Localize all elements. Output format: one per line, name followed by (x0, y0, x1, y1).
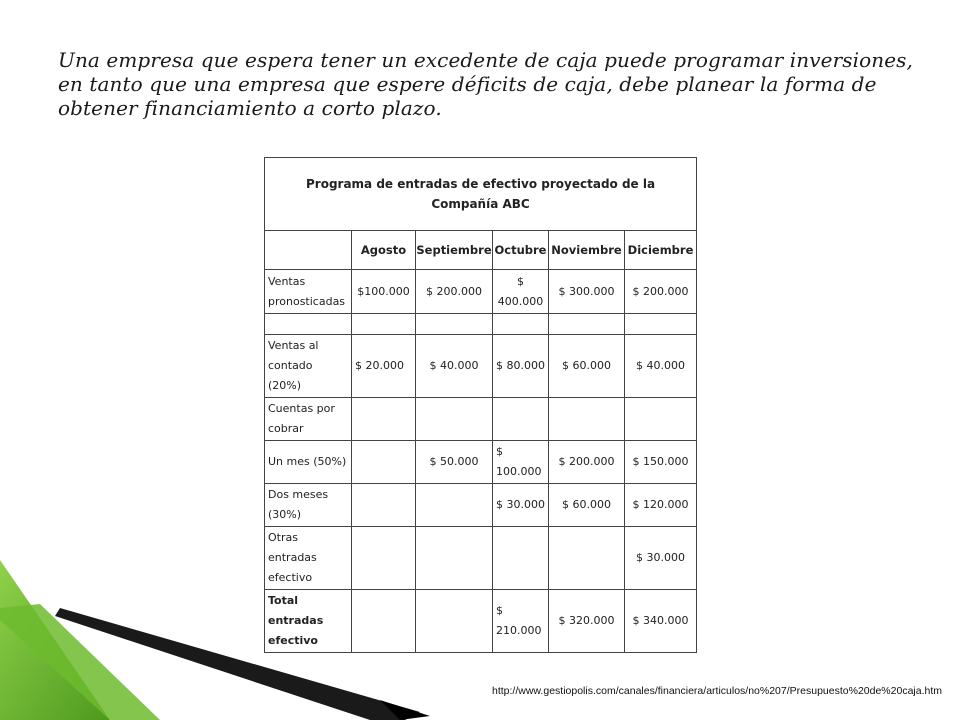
column-header-noviembre: Noviembre (549, 231, 625, 270)
table-row (265, 484, 697, 527)
column-header-empty (265, 231, 352, 270)
cell-value (493, 527, 549, 590)
column-header-agosto: Agosto (352, 231, 416, 270)
cell-value: $ 80.000 (493, 335, 549, 398)
row-label: Cuentas por cobrar (265, 398, 352, 441)
cell-value (549, 398, 625, 441)
slide-body-text: Una empresa que espera tener un excedente de caja puede programar inversiones, en tanto que una empresa que espere déficits de caja, debe planear la forma de obtener financiamiento a corto plazo. (58, 48, 913, 120)
cell-value: $ 40.000 (625, 335, 697, 398)
cell-value: $ 100.000 (493, 441, 549, 484)
cell-value (352, 484, 416, 527)
table-row (265, 270, 697, 314)
row-label: Otras entradas efectivo (265, 527, 352, 590)
decorative-arrow-graphic (0, 560, 430, 720)
cell-value: $100.000 (352, 270, 416, 314)
cell-value: $ 210.000 (493, 590, 549, 653)
column-header-septiembre: Septiembre (416, 231, 493, 270)
cell-value (416, 398, 493, 441)
cell-value: $ 20.000 (352, 335, 416, 398)
cell-value: $ 300.000 (549, 270, 625, 314)
cell-value: $ 200.000 (625, 270, 697, 314)
table-spacer-row (265, 314, 697, 335)
cell-value: $ 320.000 (549, 590, 625, 653)
table-row (265, 441, 697, 484)
cell-value: $ 200.000 (416, 270, 493, 314)
table-row (265, 398, 697, 441)
cell-value: $ 340.000 (625, 590, 697, 653)
row-label: Ventas al contado (20%) (265, 335, 352, 398)
table-header-row (265, 231, 697, 270)
row-label: Ventas pronosticadas (265, 270, 352, 314)
cell-value: $ 200.000 (549, 441, 625, 484)
cell-value: $ 400.000 (493, 270, 549, 314)
cell-value (352, 398, 416, 441)
table-title: Programa de entradas de efectivo proyectado de la Compañía ABC (265, 158, 697, 231)
row-label: Un mes (50%) (265, 441, 352, 484)
cell-value: $ 30.000 (625, 527, 697, 590)
cell-value: $ 60.000 (549, 484, 625, 527)
cell-value: $ 30.000 (493, 484, 549, 527)
table-row (265, 335, 697, 398)
cell-value (416, 484, 493, 527)
source-url-text: http://www.gestiopolis.com/canales/financiera/articulos/no%207/Presupuesto%20de%20caja.htm (492, 685, 943, 697)
cell-value (549, 527, 625, 590)
cell-value (625, 398, 697, 441)
row-label: Total entradas efectivo (265, 590, 352, 653)
cell-value: $ 40.000 (416, 335, 493, 398)
cell-value: $ 150.000 (625, 441, 697, 484)
column-header-octubre: Octubre (493, 231, 549, 270)
cell-value: $ 50.000 (416, 441, 493, 484)
cell-value (352, 441, 416, 484)
cell-value: $ 120.000 (625, 484, 697, 527)
cell-value: $ 60.000 (549, 335, 625, 398)
column-header-diciembre: Diciembre (625, 231, 697, 270)
row-label: Dos meses (30%) (265, 484, 352, 527)
cell-value (493, 398, 549, 441)
